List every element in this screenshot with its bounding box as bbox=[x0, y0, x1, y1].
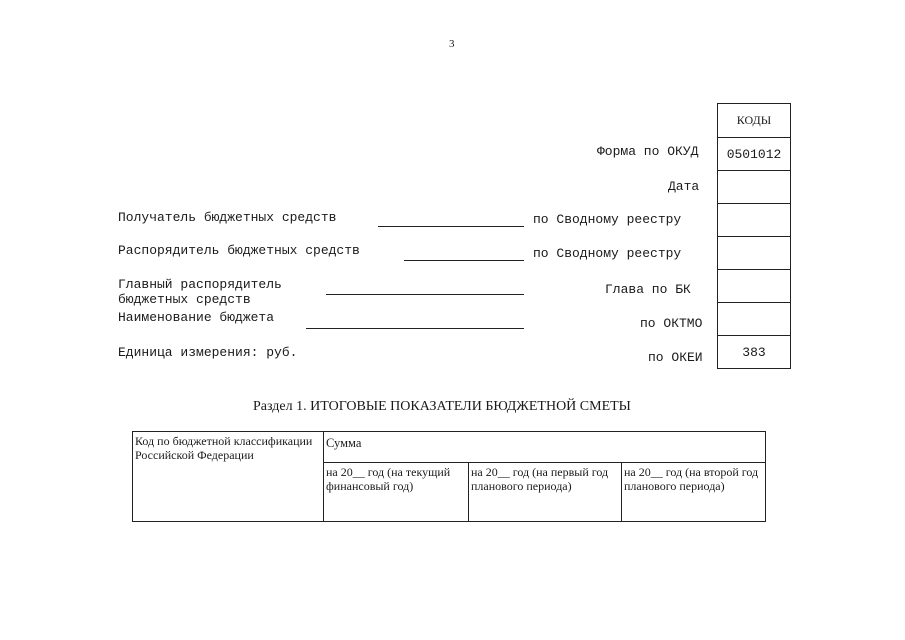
year-first-text: на 20__ год (на первый год планового периода) bbox=[471, 465, 609, 493]
unit-okei-label: по ОКЕИ bbox=[648, 350, 703, 365]
code-okud: 0501012 bbox=[718, 137, 790, 170]
manager-registry-label: по Сводному реестру bbox=[533, 246, 682, 261]
recipient-label: Получатель бюджетных средств bbox=[118, 210, 337, 225]
code-okei: 383 bbox=[718, 335, 790, 368]
code-manager bbox=[718, 236, 790, 269]
year-second-text: на 20__ год (на второй год планового периода) bbox=[624, 465, 759, 493]
code-column-header-text: Код по бюджетной классификации Российской Федерации bbox=[135, 434, 313, 462]
chief-label-line2: бюджетных средств bbox=[118, 292, 251, 307]
year-current-text: на 20__ год (на текущий финансовый год) bbox=[326, 465, 451, 493]
year-first-header bbox=[469, 463, 622, 522]
budget-name-label: Наименование бюджета bbox=[118, 310, 275, 325]
code-column-header bbox=[133, 432, 324, 522]
code-date bbox=[718, 170, 790, 203]
chief-bk-label: Глава по БК bbox=[605, 282, 691, 297]
budget-name-underline bbox=[306, 328, 524, 329]
codes-column bbox=[717, 103, 791, 369]
manager-underline bbox=[404, 260, 524, 261]
date-label: Дата bbox=[668, 179, 700, 194]
summary-table bbox=[132, 431, 766, 522]
page-number: 3 bbox=[449, 38, 455, 50]
chief-underline bbox=[326, 294, 524, 295]
code-recipient bbox=[718, 203, 790, 236]
year-second-header bbox=[622, 463, 766, 522]
code-bk bbox=[718, 269, 790, 302]
code-oktmo bbox=[718, 302, 790, 335]
budget-oktmo-label: по ОКТМО bbox=[640, 316, 703, 331]
sum-header bbox=[324, 432, 766, 463]
chief-label-line1: Главный распорядитель bbox=[118, 277, 282, 292]
section-title: Раздел 1. ИТОГОВЫЕ ПОКАЗАТЕЛИ БЮДЖЕТНОЙ СМЕТЫ bbox=[253, 399, 631, 414]
codes-header: КОДЫ bbox=[736, 113, 772, 127]
unit-label: Единица измерения: руб. bbox=[118, 345, 298, 360]
form-okud-label: Форма по ОКУД bbox=[597, 144, 699, 159]
recipient-underline bbox=[378, 226, 524, 227]
sum-header-text: Сумма bbox=[326, 436, 362, 450]
manager-label: Распорядитель бюджетных средств bbox=[118, 243, 360, 258]
recipient-registry-label: по Сводному реестру bbox=[533, 212, 682, 227]
year-current-header bbox=[324, 463, 469, 522]
